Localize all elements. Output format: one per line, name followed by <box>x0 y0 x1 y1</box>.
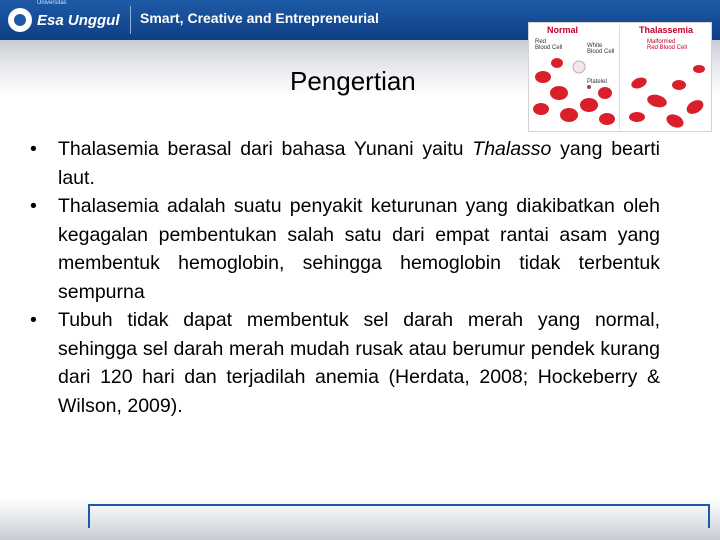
bullet-italic-term: Thalasso <box>472 138 552 160</box>
slide-title: Pengertian <box>290 66 416 96</box>
figure-red-cell-label: Red Blood Cell <box>535 39 563 51</box>
blood-cells-illustration <box>529 23 711 131</box>
blood-cell-figure <box>528 22 712 132</box>
figure-malformed-label: Malformed Red Blood Cell <box>647 39 688 51</box>
bullet-item <box>30 192 660 306</box>
brand-name: Esa Unggul <box>37 11 120 29</box>
bullet-item <box>30 135 660 192</box>
figure-platelet-label: Platelet <box>587 79 608 85</box>
bullet-text-after: yang bearti laut. <box>58 138 660 189</box>
logo-icon <box>8 8 32 32</box>
bullet-text: Tubuh tidak dapat membentuk sel darah merah yang normal, sehingga sel darah merah mudah rusak atau berumur pendek kurang dari 120 hari dan terjadilah anemia (Herdata, 2008; Hockeberry & Wilson, 2009). <box>58 309 660 417</box>
footer-rule <box>88 504 710 506</box>
bullet-text: Thalasemia adalah suatu penyakit keturunan yang diakibatkan oleh kegagalan pembentukan salah satu dari empat rantai asam yang membentuk hemoglobin, sehingga hemoglobin tidak terbentuk sempurna <box>58 195 660 303</box>
figure-normal-label: Normal <box>547 25 579 35</box>
footer-tick-right <box>708 504 710 528</box>
bullet-text: Thalasemia berasal dari bahasa Yunani yaitu <box>58 138 473 160</box>
figure-white-cell-label: White Blood Cell <box>587 43 615 55</box>
university-logo <box>8 6 120 34</box>
footer-tick-left <box>88 504 90 528</box>
figure-thalassemia-label: Thalassemia <box>639 25 694 35</box>
tagline: Smart, Creative and Entrepreneurial <box>140 10 379 26</box>
brand-subtitle: Universitas <box>37 0 67 6</box>
bullet-item <box>30 306 660 420</box>
bullet-list <box>30 135 660 420</box>
header-divider <box>130 6 131 34</box>
